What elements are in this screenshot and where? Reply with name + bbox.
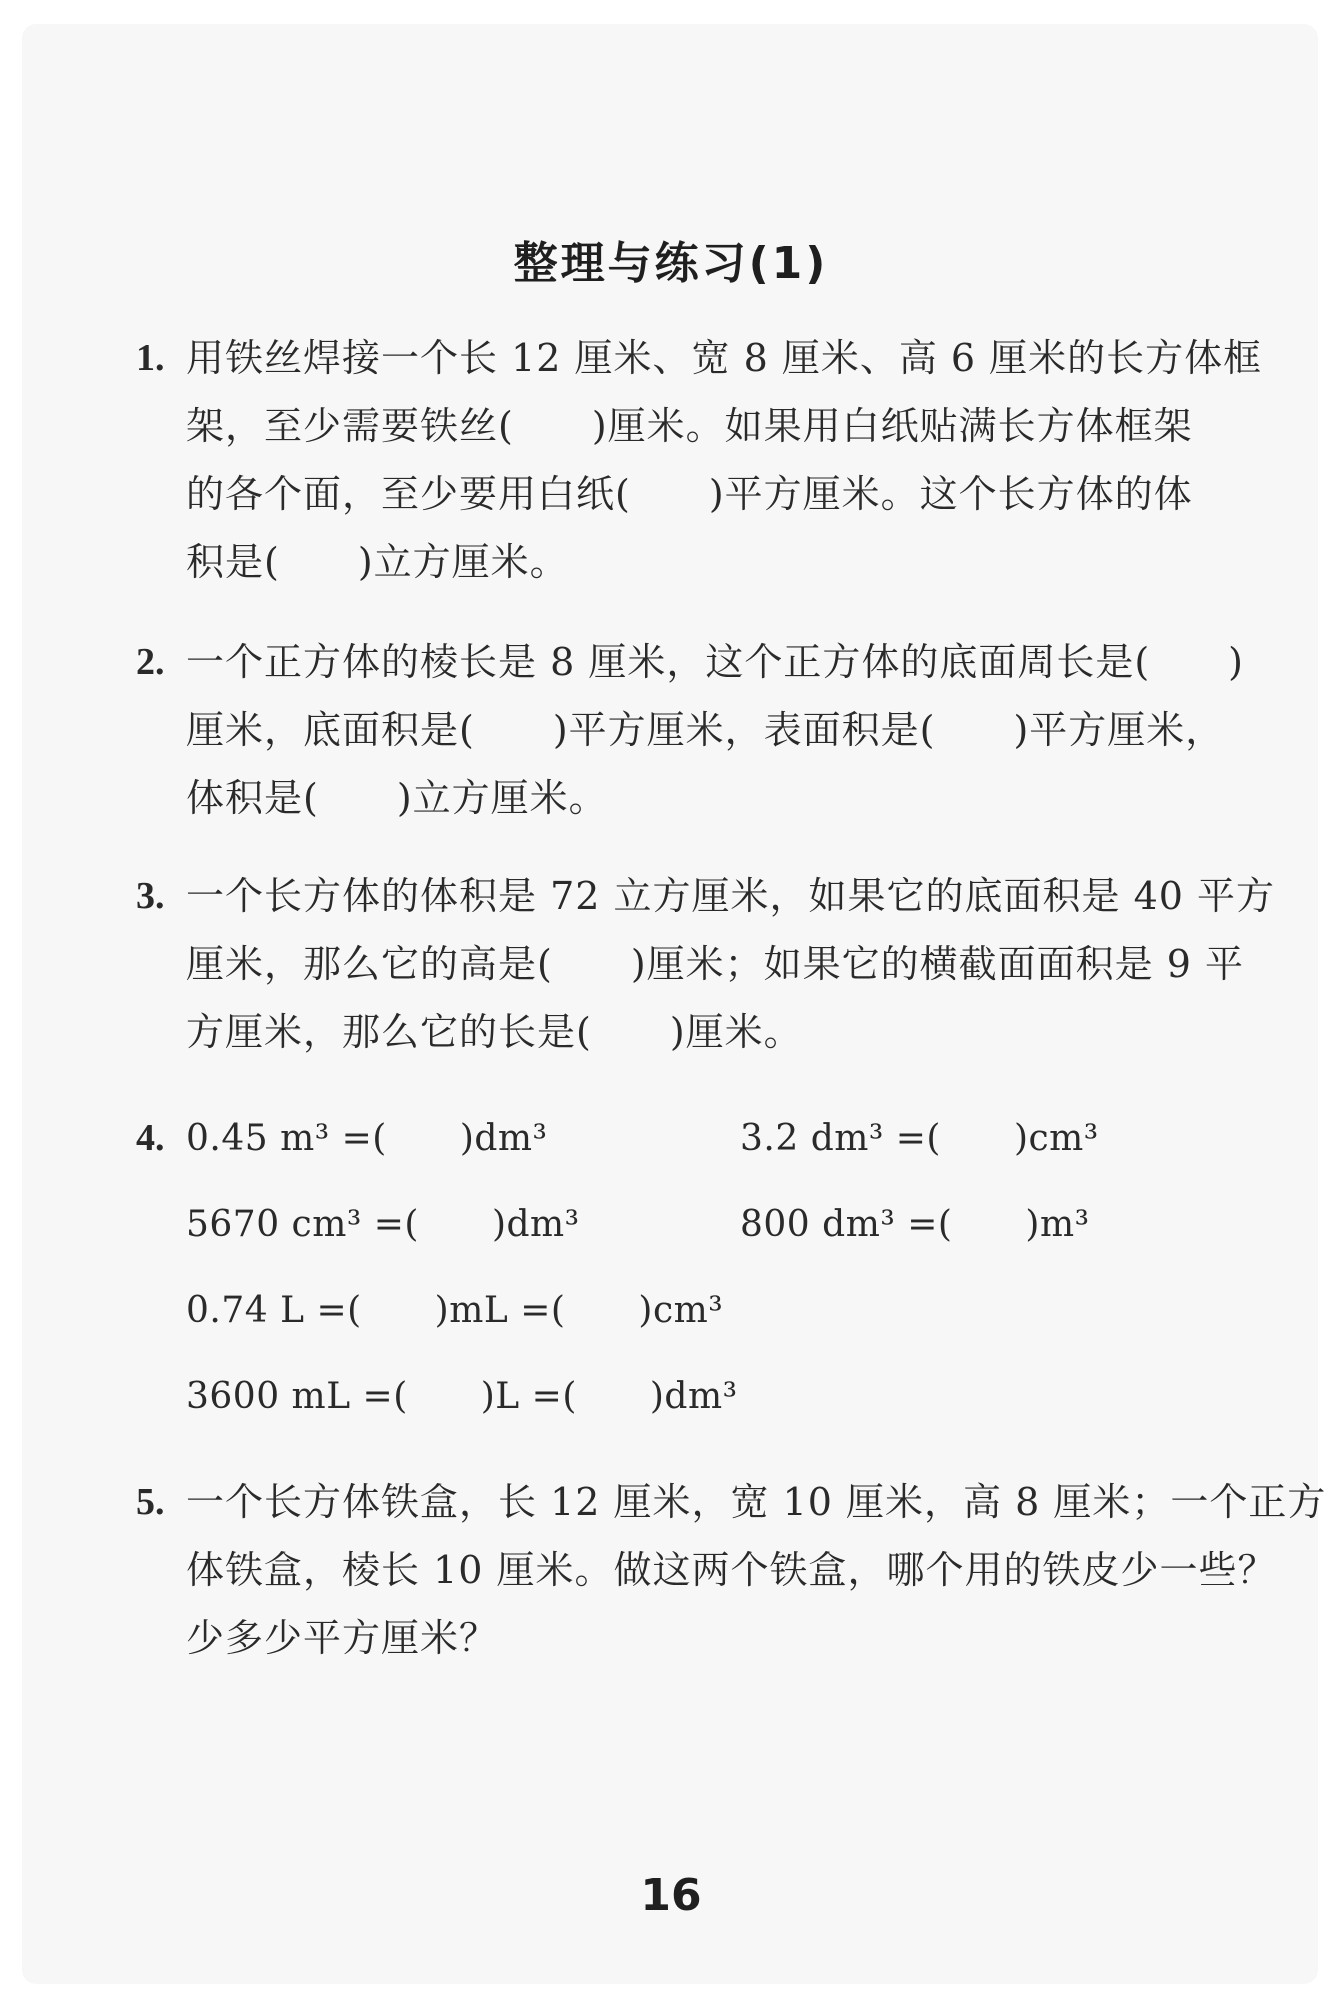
problem-text [186,1468,1327,1672]
problem-number: 5. [136,1481,165,1523]
problem-line: 一个长方体铁盒，长 12 厘米，宽 10 厘米，高 8 厘米；一个正方 [186,1480,1327,1524]
problem-line: 架，至少需要铁丝( )厘米。如果用白纸贴满长方体框架 [186,404,1193,448]
problem-text [186,628,1248,832]
conversion-item: 0.45 m³ =( )dm³ [186,1118,548,1159]
problem-line: 用铁丝焊接一个长 12 厘米、宽 8 厘米、高 6 厘米的长方体框 [186,336,1263,380]
problem-line: 一个长方体的体积是 72 立方厘米，如果它的底面积是 40 平方 [186,874,1276,918]
conversion-item: 0.74 L =( )mL =( )cm³ [186,1290,724,1331]
problem-number: 1. [136,337,165,379]
problem-line: 的各个面，至少要用白纸( )平方厘米。这个长方体的体 [186,472,1193,516]
page-number: 16 [640,1870,702,1921]
problem-line: 方厘米，那么它的长是( )厘米。 [186,1010,803,1054]
problem-line: 积是( )立方厘米。 [186,540,569,584]
problem-line: 厘米，那么它的高是( )厘米；如果它的横截面面积是 9 平 [186,942,1244,986]
conversion-item: 800 dm³ =( )m³ [740,1204,1090,1245]
problem-line: 一个正方体的棱长是 8 厘米，这个正方体的底面周长是( ) [186,640,1244,684]
conversion-item: 3.2 dm³ =( )cm³ [740,1118,1099,1159]
problem-line: 体积是( )立方厘米。 [186,776,608,820]
problem-line: 少多少平方厘米？ [186,1616,499,1660]
page-title: 整理与练习(1) [513,238,829,289]
problem-line: 厘米，底面积是( )平方厘米，表面积是( )平方厘米， [186,708,1225,752]
problem-text [186,324,1263,596]
problem-number: 4. [136,1117,165,1159]
problem-number: 2. [136,641,165,683]
problem-line: 体铁盒，棱长 10 厘米。做这两个铁盒，哪个用的铁皮少一些？ [186,1548,1277,1592]
problem-text [186,862,1276,1066]
conversion-item: 3600 mL =( )L =( )dm³ [186,1376,738,1417]
conversion-item: 5670 cm³ =( )dm³ [186,1204,580,1245]
problem-number: 3. [136,875,165,917]
